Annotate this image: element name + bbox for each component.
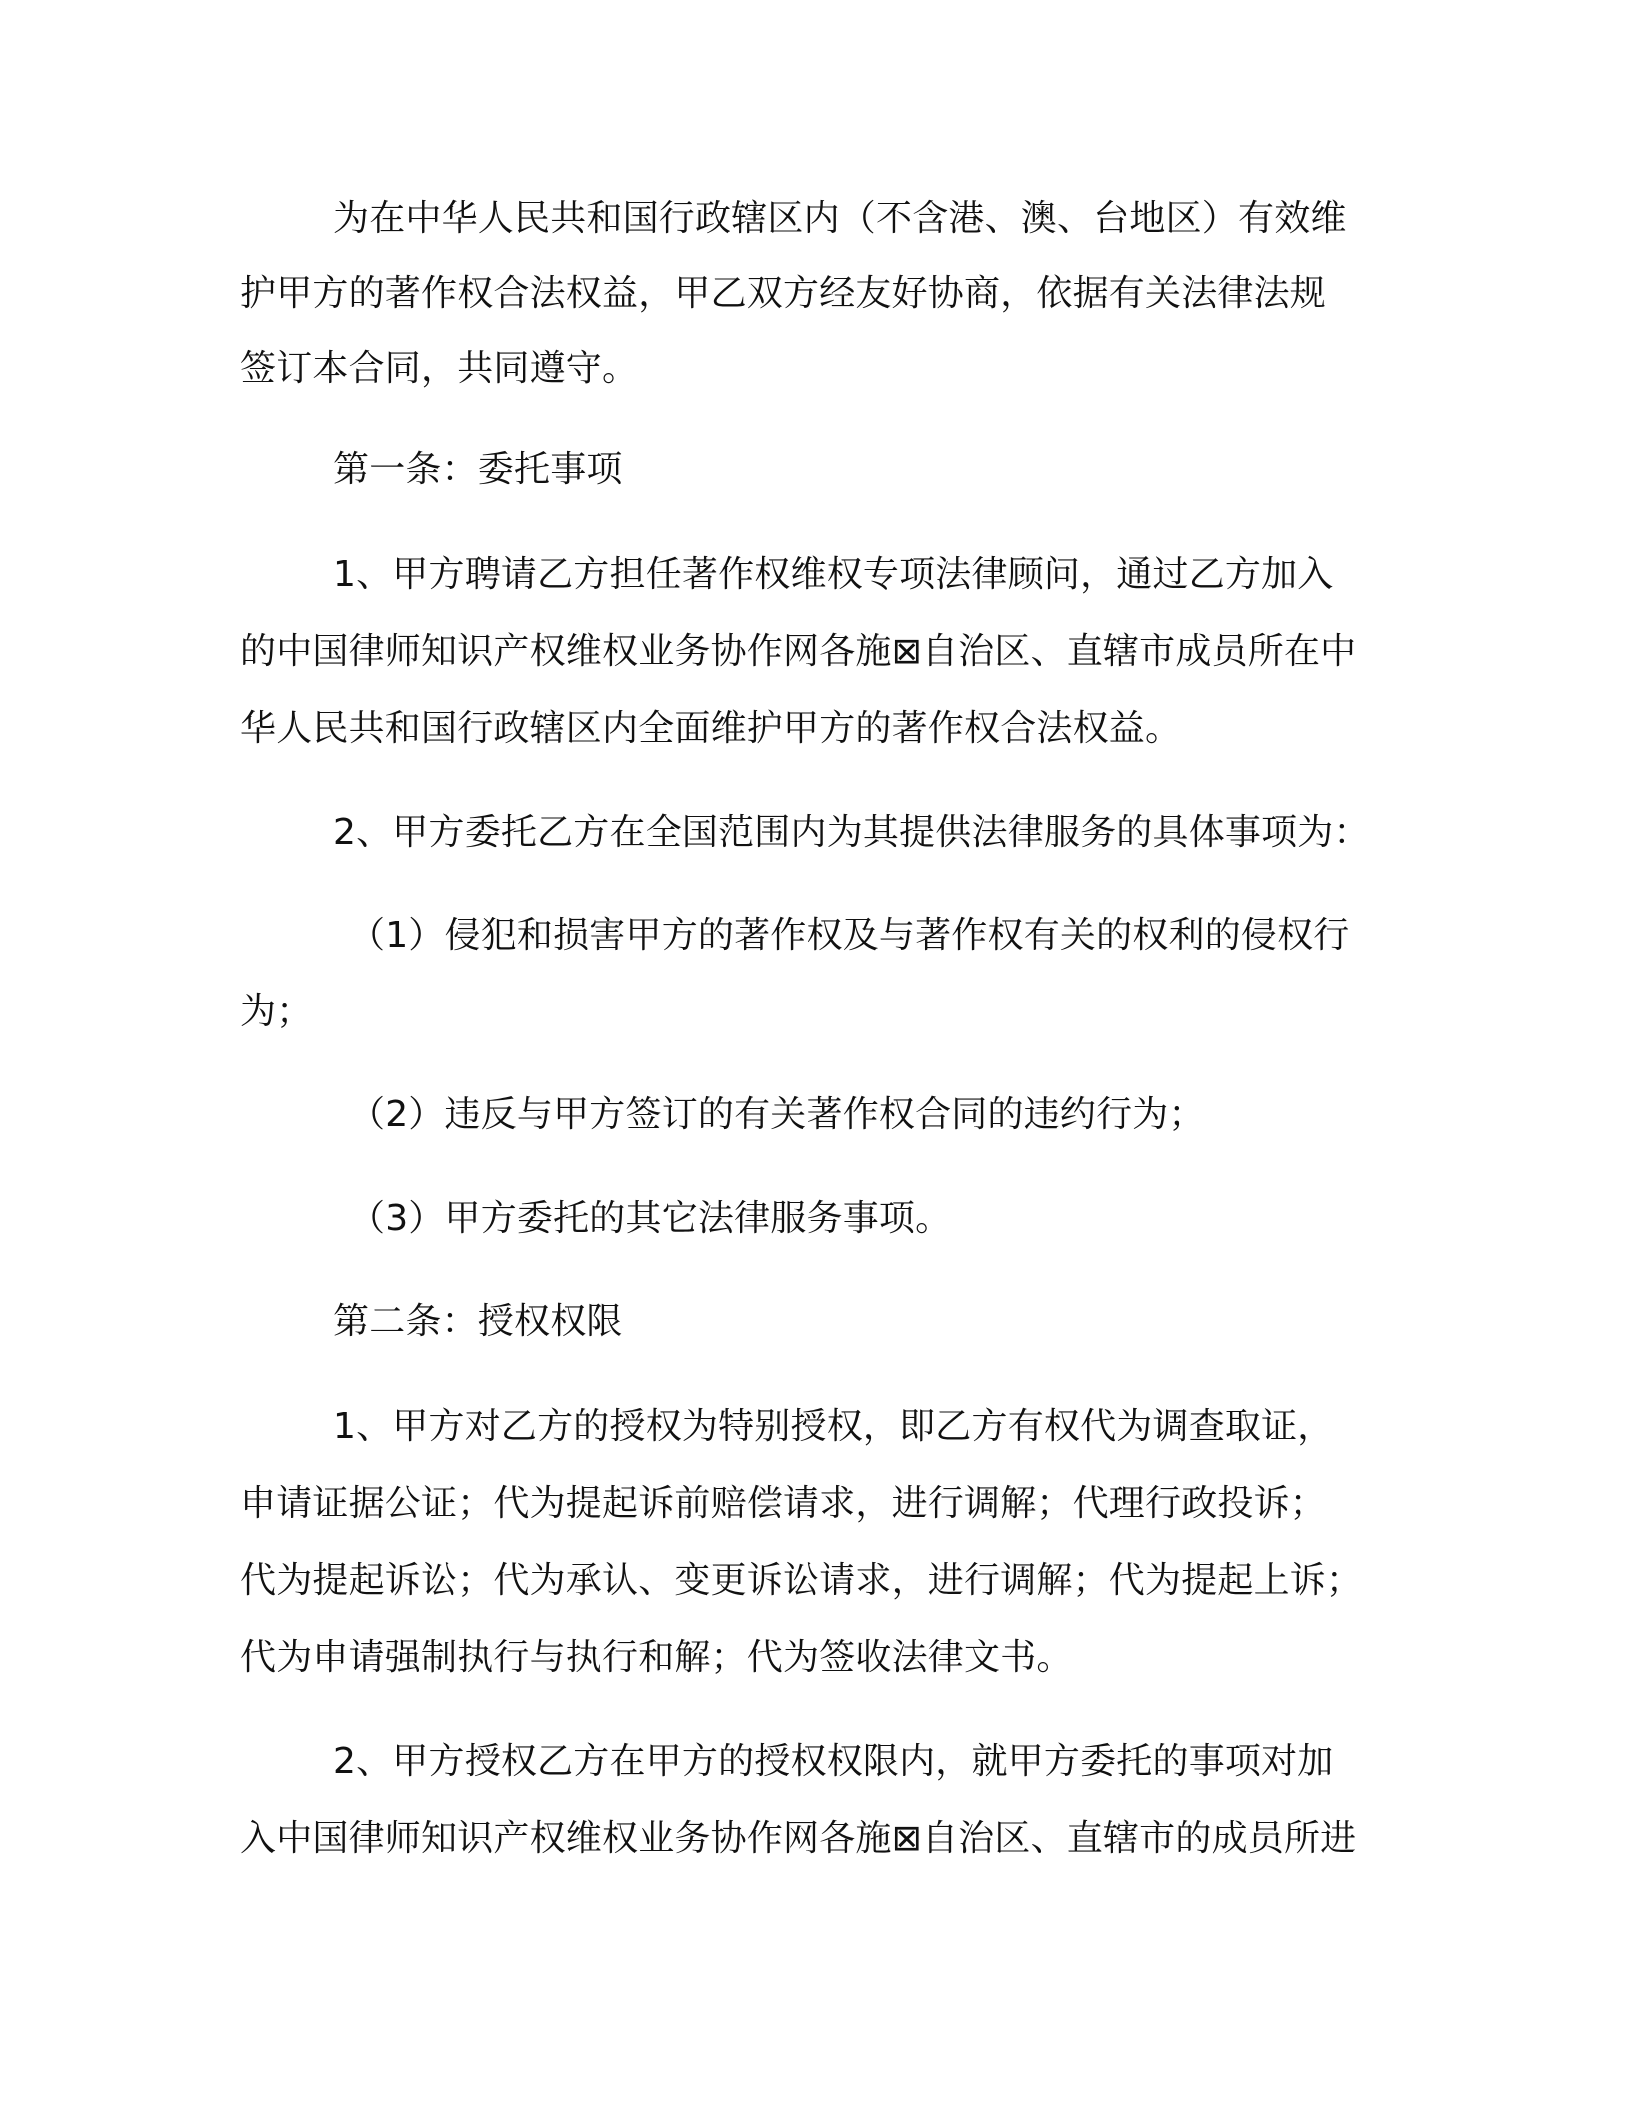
article-one-heading: 第一条：委托事项 (333, 449, 623, 490)
article-two-heading: 第二条：授权权限 (333, 1301, 623, 1342)
article-one-item-2: （2）违反与甲方签订的有关著作权合同的违约行为； (349, 1094, 1205, 1135)
article-one-clause-2: 2、甲方委托乙方在全国范围内为其提供法律服务的具体事项为： (333, 812, 1370, 853)
intro-line-1: 为在中华人民共和国行政辖区内（不含港、澳、台地区）有效维 (333, 198, 1347, 239)
article-two-clause-2-line-2: 入中国律师知识产权维权业务协作网各施⊠自治区、直辖市的成员所进 (240, 1818, 1357, 1859)
article-one-item-1-line-2: 为； (240, 991, 313, 1032)
article-one-item-3: （3）甲方委托的其它法律服务事项。 (349, 1198, 952, 1239)
article-two-clause-1-line-4: 代为申请强制执行与执行和解；代为签收法律文书。 (240, 1637, 1073, 1678)
article-one-clause-1-line-3: 华人民共和国行政辖区内全面维护甲方的著作权合法权益。 (240, 708, 1182, 749)
intro-line-2: 护甲方的著作权合法权益，甲乙双方经友好协商，依据有关法律法规 (240, 273, 1327, 314)
article-two-clause-1-line-2: 申请证据公证；代为提起诉前赔偿请求，进行调解；代理行政投诉； (240, 1483, 1327, 1524)
article-one-item-1-line-1: （1）侵犯和损害甲方的著作权及与著作权有关的权利的侵权行 (349, 915, 1350, 956)
article-one-clause-1-line-2: 的中国律师知识产权维权业务协作网各施⊠自治区、直辖市成员所在中 (240, 631, 1357, 672)
intro-line-3: 签订本合同，共同遵守。 (240, 348, 639, 389)
article-two-clause-2-line-1: 2、甲方授权乙方在甲方的授权权限内，就甲方委托的事项对加 (333, 1741, 1334, 1782)
article-two-clause-1-line-3: 代为提起诉讼；代为承认、变更诉讼请求，进行调解；代为提起上诉； (240, 1560, 1363, 1601)
article-one-clause-1-line-1: 1、甲方聘请乙方担任著作权维权专项法律顾问，通过乙方加入 (333, 554, 1334, 595)
article-two-clause-1-line-1: 1、甲方对乙方的授权为特别授权，即乙方有权代为调查取证， (333, 1406, 1334, 1447)
